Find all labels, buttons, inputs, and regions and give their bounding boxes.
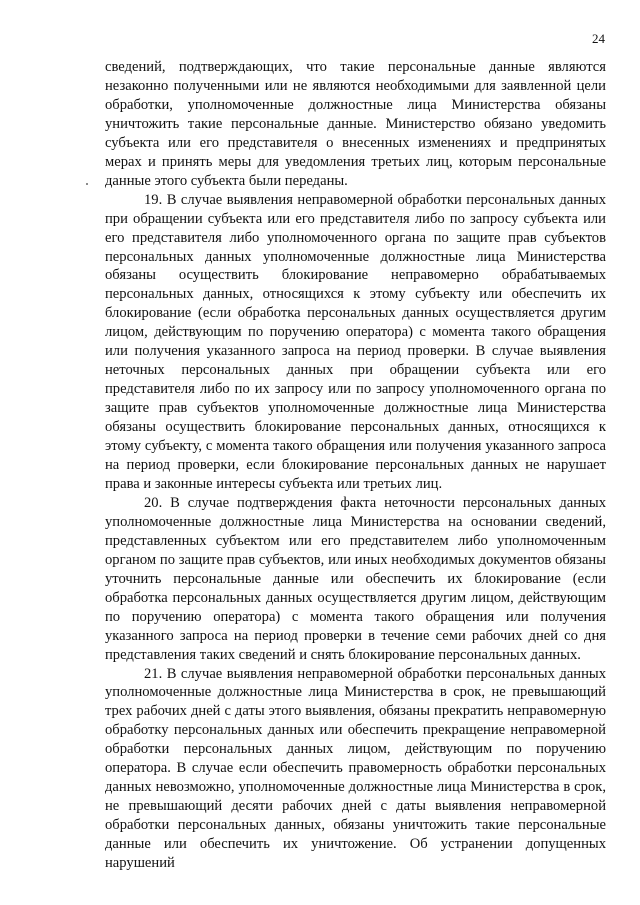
paragraph-21: 21. В случае выявления неправомерной обработки персональных данных уполномоченные должностные лица Министерства в срок, не превышающий трех рабочих дней с даты этого выявления, обязаны прекратить неправомерную обработку персональных данных или обеспечить прекращение неправомерной обработки персональных данных лицом, действующим по поручению оператора. В случае если обеспечить правомерность обработки персональных данных невозможно, уполномоченные должностные лица Министерства в срок, не превышающий десяти рабочих дней с даты выявления неправомерной обработки персональных данных, обязаны уничтожить такие персональные данные или обеспечить их уничтожение. Об устранении допущенных нарушений <box>105 665 606 872</box>
document-body <box>105 58 606 873</box>
paragraph-20: 20. В случае подтверждения факта неточности персональных данных уполномоченные должностные лица Министерства на основании сведений, представленных субъектом или его представителем либо уполномоченным органом по защите прав субъектов, или иных необходимых документов обязаны уточнить персональные данные или обеспечить их блокирование (если обработка персональных данных осуществляется другим лицом, действующим по поручению оператора) с момента такого обращения или получения указанного запроса на период проверки в течение семи рабочих дней со дня представления таких сведений и снять блокирование персональных данных. <box>105 494 606 663</box>
paragraph-18-continuation: сведений, подтверждающих, что такие персональные данные являются незаконно полученными или не являются необходимыми для заявленной цели обработки, уполномоченные должностные лица Министерства обязаны уничтожить такие персональные данные. Министерство обязано уведомить субъекта или его представителя о внесенных изменениях и предпринятых мерах и принять меры для уведомления третьих лиц, которым персональные данные этого субъекта были переданы. <box>105 59 606 189</box>
paragraph-19: 19. В случае выявления неправомерной обработки персональных данных при обращении субъекта или его представителя либо по запросу субъекта или его представителя либо уполномоченного органа по защите прав субъектов персональных данных уполномоченные должностные лица Министерства обязаны осуществить блокирование неправомерно обрабатываемых персональных данных, относящихся к этому субъекту или обеспечить их блокирование (если обработка персональных данных осуществляется другим лицом, действующим по поручению оператора) с момента такого обращения или получения указанного запроса на период проверки. В случае выявления неточных персональных данных при обращении субъекта или его представителя либо по их запросу или по запросу уполномоченного органа по защите прав субъектов уполномоченные должностные лица Министерства обязаны осуществить блокирование персональных данных, относящихся к этому субъекту, с момента такого обращения или получения указанного запроса на период проверки, если блокирование персональных данных не нарушает права и законные интересы субъекта или третьих лиц. <box>105 191 606 492</box>
scan-speck <box>86 183 88 185</box>
page-number: 24 <box>592 31 605 46</box>
